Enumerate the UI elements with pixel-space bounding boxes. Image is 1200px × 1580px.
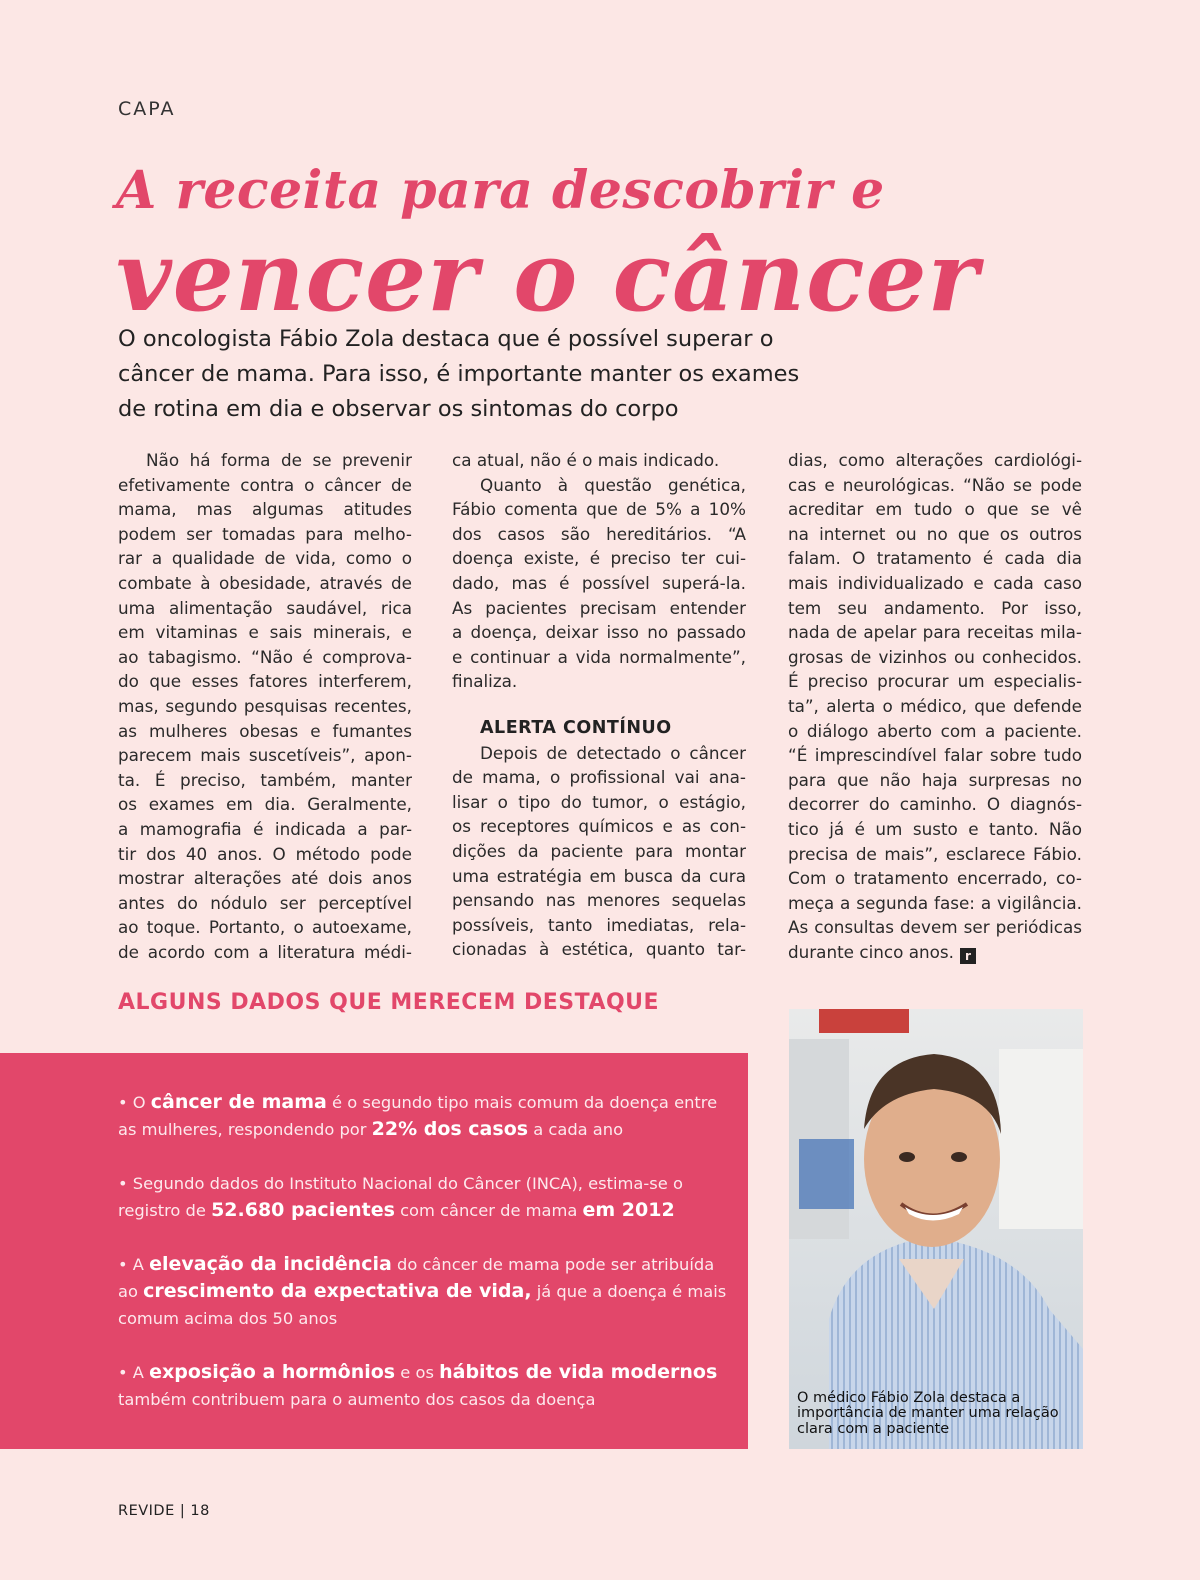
highlight-text: com câncer de mama (394, 1201, 583, 1220)
body-text-line: ca atual, não é o mais indicado. (452, 450, 720, 470)
body-text-line: mas, segundo pesquisas recentes, (118, 695, 412, 716)
body-text-line: parecem mais suscetíveis”, apon- (118, 745, 412, 766)
highlight-emphasis: hábitos de vida modernos (439, 1361, 718, 1383)
highlight-emphasis: em 2012 (582, 1199, 675, 1221)
highlight-item (118, 1170, 728, 1224)
body-text-line: combate à obesidade, através de (118, 572, 412, 593)
body-text-line: meça a segunda fase: a vigilância. (788, 892, 1082, 913)
highlight-text: é o segundo tipo mais comum da doença entre as mulheres, respondendo por (118, 1093, 718, 1139)
body-text-line: É preciso procurar um especialis- (788, 671, 1082, 692)
body-text-line: Quanto à questão genética, (480, 474, 746, 495)
body-text-line: falam. O tratamento é cada dia (788, 548, 1082, 569)
body-text-line: mostrar alterações até dois anos (118, 868, 412, 889)
highlight-text: do câncer de mama pode ser atribuída ao (118, 1255, 715, 1301)
highlight-text: • O (118, 1093, 151, 1112)
highlights-panel (0, 1053, 748, 1449)
highlight-text: também contribuem para o aumento dos casos da doença (118, 1390, 596, 1409)
body-text-line: lisar o tipo do tumor, o estágio, (452, 791, 746, 812)
highlight-text: • A (118, 1363, 150, 1382)
body-text-line: antes do nódulo ser perceptível (118, 892, 412, 913)
body-text-line: rar a qualidade de vida, como o (118, 548, 412, 569)
body-column-1 (118, 448, 412, 964)
photo-caption: O médico Fábio Zola destaca a importância de manter uma relação clara com a paciente (797, 1389, 1059, 1437)
article-title-line2: vencer o câncer (116, 220, 980, 333)
column-2-bottom (452, 741, 746, 962)
section-tag: CAPA (118, 98, 176, 120)
body-text-line: precisa de mais”, esclarece Fábio. (788, 843, 1082, 864)
body-text-line: a doença, deixar isso no passado (452, 622, 746, 643)
body-column-3 (788, 448, 1082, 964)
body-text-line: Não há forma de se prevenir (146, 450, 412, 470)
body-text-line: uma estratégia em busca da cura (452, 865, 746, 886)
article-title-line1: A receita para descobrir e (116, 160, 885, 221)
body-text-line: acreditar em tudo o que se vê (788, 499, 1082, 520)
body-text-line: mama, mas algumas atitudes (118, 499, 412, 520)
body-text-line: os exames em dia. Geralmente, (118, 794, 412, 815)
body-text-line: a mamografia é indicada a par- (118, 818, 412, 839)
highlight-text: • Segundo dados do Instituto Nacional do Câncer (INCA), estima-se o registro de (118, 1174, 683, 1220)
lead-paragraph (118, 322, 818, 427)
highlight-emphasis: 52.680 pacientes (211, 1199, 395, 1221)
body-text-line: As pacientes precisam entender (452, 597, 746, 618)
highlight-item (118, 1089, 728, 1143)
body-text-line: mais individualizado e cada caso (788, 572, 1082, 593)
column-2-top (452, 448, 746, 694)
body-text-line: em vitaminas e sais minerais, e (118, 622, 412, 643)
highlights-list (118, 1089, 728, 1440)
body-text-line: decorrer do caminho. O diagnós- (788, 794, 1082, 815)
highlight-text: a cada ano (528, 1120, 624, 1139)
body-text-line: podem ser tomadas para melho- (118, 523, 412, 544)
lead-line: de rotina em dia e observar os sintomas do corpo (118, 396, 679, 422)
lead-line: câncer de mama. Para isso, é importante manter os exames (118, 361, 800, 387)
body-text-line: efetivamente contra o câncer de (118, 474, 412, 495)
body-text-line: e continuar a vida normalmente”, (452, 646, 746, 667)
body-text-line: de mama, o profissional vai ana- (452, 767, 746, 788)
body-text-line: durante cinco anos. (788, 941, 954, 962)
body-text-line: do que esses fatores interferem, (118, 671, 412, 692)
body-text-line: “É imprescindível falar sobre tudo (788, 745, 1082, 766)
body-text-line: os receptores químicos e as con- (452, 816, 746, 837)
highlight-emphasis: elevação da incidência (149, 1253, 392, 1275)
body-text-line: cas e neurológicas. “Não se pode (788, 474, 1082, 495)
body-text-line: dias, como alterações cardiológi- (788, 450, 1082, 470)
body-text-line: nada de apelar para receitas mila- (788, 622, 1082, 643)
body-text-line: Com o tratamento encerrado, co- (788, 868, 1082, 889)
body-text-line: dado, mas é possível superá-la. (452, 572, 746, 593)
body-text-line: dições da paciente para montar (452, 840, 746, 861)
body-text-line: finaliza. (452, 671, 518, 692)
body-text-line: uma alimentação saudável, rica (118, 597, 412, 618)
body-text-line: para que não haja surpresas no (788, 769, 1082, 790)
body-text-line: ta. É preciso, também, manter (118, 769, 412, 790)
lead-line: O oncologista Fábio Zola destaca que é possível superar o (118, 326, 774, 352)
body-text-line: doença existe, é preciso ter cui- (452, 548, 746, 569)
body-text-line: cionadas à estética, quanto tar- (452, 939, 746, 960)
body-text-line: tico já é um susto e tanto. Não (788, 818, 1082, 839)
body-text-line: dos casos são hereditários. “A (452, 523, 746, 544)
body-text-line: o diálogo aberto com a paciente. (788, 720, 1082, 741)
body-column-2 (452, 448, 746, 962)
body-text-line: ao tabagismo. “Não é comprova- (118, 646, 412, 667)
highlight-emphasis: crescimento da expectativa de vida, (143, 1280, 532, 1302)
subheading-alerta: ALERTA CONTÍNUO (480, 717, 672, 738)
body-text-line: Depois de detectado o câncer (480, 742, 746, 763)
body-text-line: Fábio comenta que de 5% a 10% (452, 499, 746, 520)
body-text-line: ao toque. Portanto, o autoexame, (118, 917, 412, 938)
highlight-text: e os (395, 1363, 440, 1382)
highlight-text: já que a doença é mais comum acima dos 50 anos (118, 1282, 727, 1328)
highlight-emphasis: exposição a hormônios (149, 1361, 396, 1383)
body-text-line: as mulheres obesas e fumantes (118, 720, 412, 741)
page-footer: REVIDE | 18 (118, 1503, 210, 1519)
highlight-text: • A (118, 1255, 150, 1274)
highlight-item (118, 1251, 728, 1332)
body-text-line: As consultas devem ser periódicas (788, 917, 1082, 938)
doctor-portrait-image (789, 1009, 1083, 1449)
highlights-title: ALGUNS DADOS QUE MERECEM DESTAQUE (118, 990, 660, 1015)
body-text-line: ta”, alerta o médico, que defende (788, 695, 1082, 716)
body-text-line: possíveis, tanto imediatas, rela- (452, 914, 746, 935)
highlight-item (118, 1359, 728, 1413)
article-end-mark-icon: r (960, 948, 976, 964)
body-text-line: pensando nas menores sequelas (452, 890, 746, 911)
body-text-line: grosas de vizinhos ou conhecidos. (788, 646, 1082, 667)
body-text-line: tem seu andamento. Por isso, (788, 597, 1082, 618)
highlight-emphasis: 22% dos casos (371, 1118, 529, 1140)
body-text-line: de acordo com a literatura médi- (118, 941, 412, 962)
body-text-line: tir dos 40 anos. O método pode (118, 843, 412, 864)
highlight-emphasis: câncer de mama (150, 1091, 327, 1113)
doctor-photo (789, 1009, 1083, 1449)
body-text-line: na internet ou no que os outros (788, 523, 1082, 544)
